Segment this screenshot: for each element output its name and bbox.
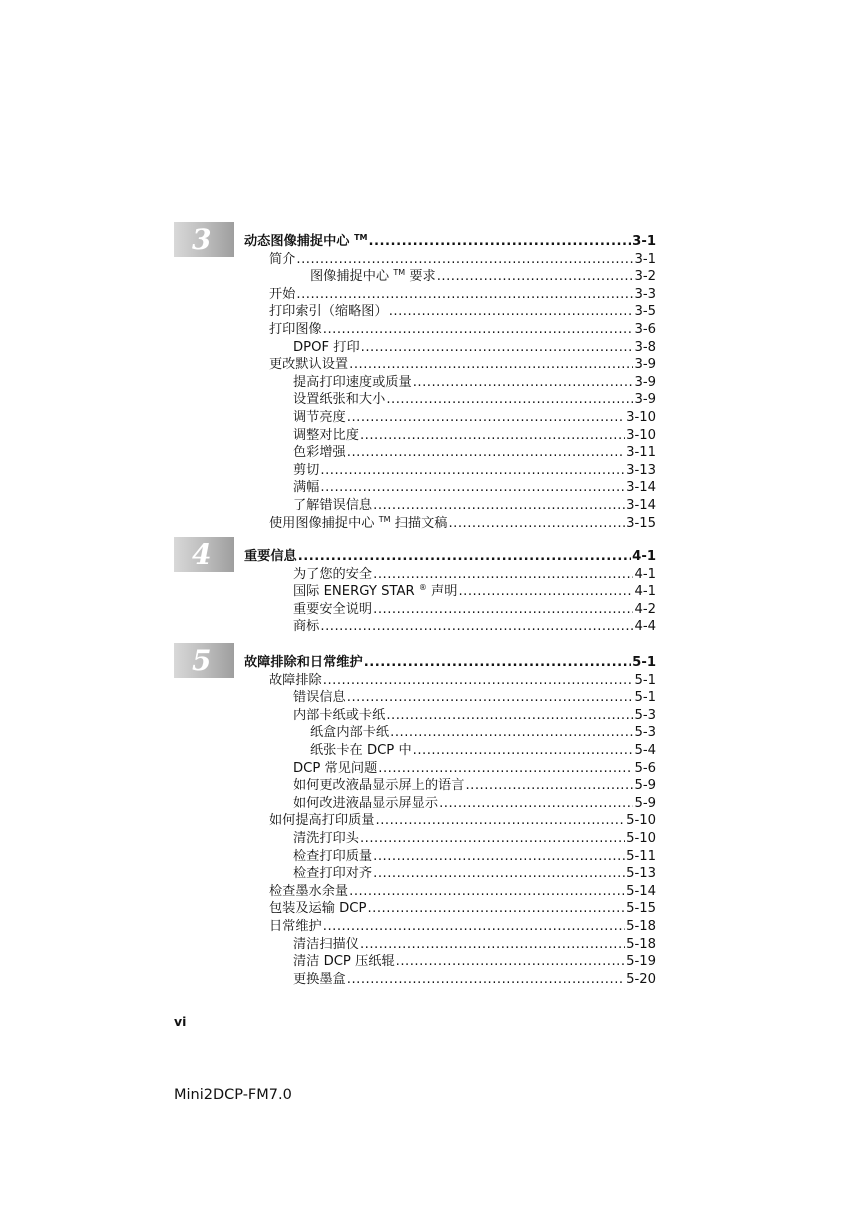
toc-page-number: 3-5 [634, 304, 656, 320]
dot-leader [360, 936, 625, 954]
dot-leader [413, 742, 634, 760]
toc-entry-title-text: 调整对比度 [293, 427, 359, 443]
dot-leader [320, 618, 633, 636]
toc-entry[interactable] [293, 953, 656, 971]
toc-page-number: 3-6 [634, 322, 656, 337]
toc-entry-title-text: 简介 [269, 251, 296, 267]
toc-entry-title-text: 使用图像捕捉中心 [269, 515, 375, 531]
toc-entry-title [293, 391, 385, 409]
toc-chapter-entry[interactable] [244, 233, 656, 251]
toc-entry-title [310, 268, 436, 286]
toc-entry-title-text: 动态图像捕捉中心 [244, 234, 350, 249]
chapter-number: 4 [192, 538, 212, 571]
toc-entry[interactable] [293, 795, 656, 813]
chapter-number-tab [174, 537, 234, 572]
toc-entry[interactable] [269, 918, 656, 936]
toc-entry[interactable] [293, 707, 656, 725]
toc-entry[interactable] [293, 409, 656, 427]
toc-page-number: 4-2 [634, 601, 656, 617]
dot-leader [347, 409, 625, 427]
toc-entry-title [293, 427, 359, 445]
dot-leader [320, 462, 625, 480]
toc-entry-title [293, 601, 372, 619]
dot-leader [298, 548, 631, 566]
toc-entry-title-text: 包装及运输 DCP [269, 901, 367, 917]
dot-leader [439, 795, 633, 813]
toc-page-number: 5-11 [626, 848, 656, 864]
dot-leader [347, 971, 625, 989]
toc-entry-title [244, 548, 297, 566]
dot-leader [458, 583, 633, 601]
dot-leader [323, 918, 625, 936]
dot-leader [437, 268, 634, 286]
toc-page-number: 5-19 [626, 954, 656, 970]
toc-entry-title-text: 清洁扫描仪 [293, 936, 359, 952]
toc-page-number: 3-8 [634, 339, 656, 355]
toc-entry-title [269, 918, 322, 936]
toc-page-number: 3-9 [634, 392, 656, 408]
toc-entry-title-text: DCP 常见问题 [293, 760, 378, 776]
toc-entry-title [269, 356, 348, 374]
toc-entry-title [293, 830, 359, 848]
toc-page-number: 3-15 [626, 515, 656, 531]
toc-entry-title [244, 233, 368, 251]
toc-entry[interactable] [293, 391, 656, 409]
toc-page-number: 4-1 [634, 566, 656, 582]
toc-entry-title-text: 打印图像 [269, 322, 322, 337]
dot-leader [323, 672, 634, 690]
dot-leader [347, 689, 634, 707]
dot-leader [323, 321, 634, 339]
toc-page-number: 5-6 [634, 760, 656, 776]
dot-leader [369, 233, 632, 251]
dot-leader [373, 848, 625, 866]
toc-entry-title-text: 如何更改液晶显示屏上的语言 [293, 778, 465, 794]
dot-leader [413, 374, 634, 392]
toc-entry-title-text: DPOF 打印 [293, 339, 360, 355]
dot-leader [349, 883, 625, 901]
dot-leader [360, 427, 625, 445]
dot-leader [367, 900, 625, 918]
toc-entry-superscript: ® [418, 583, 427, 593]
toc-page-number: 5-3 [634, 707, 656, 723]
dot-leader [465, 777, 633, 795]
toc-entry-title [269, 251, 295, 269]
dot-leader [296, 286, 633, 304]
toc-entry-title-text: 如何提高打印质量 [269, 813, 375, 829]
toc-entry-title-text: 调节亮度 [293, 410, 346, 425]
toc-page-number: 5-13 [626, 866, 656, 882]
toc-page-number: 3-14 [626, 480, 656, 496]
toc-entry[interactable] [293, 497, 656, 515]
toc-entry-title-text: 日常维护 [269, 919, 322, 934]
toc-entry-title-text: 错误信息 [293, 690, 346, 706]
toc-entry-title-suffix: 声明 [426, 584, 458, 600]
toc-entry[interactable] [269, 515, 656, 533]
toc-entry-title-text: 内部卡纸或卡纸 [293, 707, 386, 723]
toc-entry[interactable] [269, 303, 656, 321]
dot-leader [320, 479, 625, 497]
toc-entry-title-text: 商标 [293, 619, 320, 635]
toc-entry-title [269, 321, 322, 339]
toc-entry[interactable] [293, 848, 656, 866]
toc-entry-title-text: 打印索引（缩略图） [269, 304, 388, 320]
toc-entry-title [269, 672, 322, 690]
toc-entry[interactable] [293, 830, 656, 848]
toc-entry-title [293, 566, 372, 584]
toc-entry[interactable] [293, 936, 656, 954]
toc-entry-title [293, 971, 346, 989]
toc-entry[interactable] [293, 971, 656, 989]
toc-entry-title-text: 纸盒内部卡纸 [310, 725, 390, 741]
toc-entry[interactable] [310, 742, 656, 760]
chapter-number: 3 [192, 223, 212, 256]
toc-entry-title-text: 故障排除 [269, 672, 322, 688]
dot-leader [396, 953, 625, 971]
toc-page-number: 5-10 [626, 813, 656, 829]
toc-entry-title-text: 国际 ENERGY STAR [293, 584, 415, 600]
dot-leader [373, 566, 633, 584]
toc-entry-title-text: 更改默认设置 [269, 357, 349, 373]
toc-entry[interactable] [293, 462, 656, 480]
toc-entry[interactable] [269, 356, 656, 374]
toc-entry[interactable] [293, 566, 656, 584]
toc-entry[interactable] [293, 479, 656, 497]
toc-entry[interactable] [269, 251, 656, 269]
toc-entry-title-text: 满幅 [293, 480, 320, 496]
toc-entry[interactable] [293, 374, 656, 392]
toc-entry-title [293, 583, 457, 601]
toc-page-number: 5-18 [626, 936, 656, 952]
toc-page-number: 5-18 [626, 919, 656, 934]
toc-entry-title [293, 953, 395, 971]
toc-entry-title-text: 色彩增强 [293, 445, 346, 461]
toc-entry-title-text: 为了您的安全 [293, 566, 373, 582]
toc-entry-title [293, 497, 372, 515]
toc-entry-title [293, 374, 412, 392]
toc-entry-title [244, 654, 363, 672]
toc-entry-title-text: 检查墨水余量 [269, 883, 349, 899]
dot-leader [386, 391, 633, 409]
toc-entry[interactable] [293, 777, 656, 795]
toc-entry-title [293, 689, 346, 707]
dot-leader [373, 865, 625, 883]
dot-leader [360, 830, 625, 848]
dot-leader [390, 724, 633, 742]
toc-entry-title-text: 了解错误信息 [293, 498, 373, 513]
toc-entry-title [293, 462, 319, 480]
toc-entry-title [293, 707, 385, 725]
toc-page-number: 3-9 [634, 374, 656, 390]
chapter-number-tab [174, 643, 234, 678]
toc-page-number: 3-10 [626, 427, 656, 443]
toc-page-number: 5-1 [632, 655, 656, 670]
toc-entry-title-text: 如何改进液晶显示屏显示 [293, 795, 439, 811]
toc-entry-title-text: 开始 [269, 286, 296, 302]
toc-page-number: 3-3 [634, 286, 656, 302]
chapter-number-tab [174, 222, 234, 257]
dot-leader [296, 251, 633, 269]
toc-entry-title-text: 设置纸张和大小 [293, 392, 386, 408]
dot-leader [361, 339, 634, 357]
toc-page-number: 3-1 [634, 251, 656, 267]
toc-entry-title [310, 724, 389, 742]
toc-page-number: 4-1 [634, 584, 656, 600]
toc-entry-title-text: 纸张卡在 DCP 中 [310, 743, 412, 758]
toc-entry-title [293, 339, 360, 357]
toc-entry[interactable] [269, 900, 656, 918]
toc-entry-title [269, 900, 366, 918]
toc-entry-superscript: TM [378, 514, 391, 524]
toc-entry-title-text: 剪切 [293, 462, 320, 478]
toc-entry-title-text: 重要安全说明 [293, 601, 373, 617]
toc-entry-title [293, 409, 346, 427]
toc-entry-superscript: TM [354, 233, 368, 242]
toc-chapter-entry[interactable] [244, 548, 656, 566]
toc-entry-title [293, 760, 377, 778]
toc-page-number: 3-10 [626, 410, 656, 425]
dot-leader [373, 601, 633, 619]
toc-page-number: 3-13 [626, 462, 656, 478]
toc-entry-title [269, 286, 295, 304]
dot-leader [349, 356, 633, 374]
toc-entry-title-text: 提高打印速度或质量 [293, 374, 412, 390]
toc-entry[interactable] [293, 444, 656, 462]
toc-page-number: 5-4 [634, 743, 656, 758]
toc-entry-title [293, 618, 319, 636]
toc-entry-title-text: 更换墨盒 [293, 971, 346, 987]
toc-entry-title-suffix: 扫描文稿 [390, 515, 448, 531]
toc-entry[interactable] [269, 672, 656, 690]
toc-entry-title [269, 883, 348, 901]
dot-leader [448, 515, 625, 533]
toc-entry-title [293, 848, 372, 866]
toc-entry-title [293, 479, 319, 497]
dot-leader [347, 444, 625, 462]
toc-entry-title-text: 重要信息 [244, 549, 297, 564]
toc-page-number: 5-9 [634, 778, 656, 794]
toc-entry-superscript: TM [393, 268, 406, 278]
toc-entry[interactable] [293, 427, 656, 445]
toc-entry-title [293, 777, 464, 795]
toc-entry[interactable] [269, 883, 656, 901]
toc-entry-title [293, 936, 359, 954]
toc-page-number: 3-11 [626, 445, 656, 461]
toc-page-number: 3-14 [626, 498, 656, 513]
toc-page-number: 5-1 [634, 690, 656, 706]
toc-entry[interactable] [293, 339, 656, 357]
toc-page-number: 3-9 [634, 357, 656, 373]
dot-leader [364, 654, 631, 672]
toc-entry-title-text: 检查打印对齐 [293, 866, 373, 882]
toc-entry-title-text: 清洁 DCP 压纸辊 [293, 954, 395, 970]
toc-entry[interactable] [310, 724, 656, 742]
model-code: Mini2DCP-FM7.0 [174, 1087, 292, 1103]
toc-page-number: 5-20 [626, 971, 656, 987]
toc-page-number: 5-1 [634, 672, 656, 688]
toc-entry[interactable] [293, 689, 656, 707]
toc-entry[interactable] [293, 760, 656, 778]
toc-entry-title-text: 清洗打印头 [293, 831, 359, 846]
toc-page-number: 5-9 [634, 795, 656, 811]
toc-page-number: 3-1 [632, 234, 656, 249]
toc-entry[interactable] [269, 321, 656, 339]
toc-page-number: 5-14 [626, 883, 656, 899]
dot-leader [373, 497, 625, 515]
toc-entry-title [293, 444, 346, 462]
dot-leader [389, 303, 634, 321]
toc-page-number: 5-3 [634, 725, 656, 741]
toc-entry-title [269, 812, 375, 830]
toc-entry[interactable] [293, 865, 656, 883]
dot-leader [378, 760, 633, 778]
toc-entry[interactable] [310, 268, 656, 286]
toc-entry-title [293, 795, 438, 813]
dot-leader [376, 812, 626, 830]
toc-entry[interactable] [293, 583, 656, 601]
toc-entry-title [269, 515, 447, 533]
toc-entry-title-text: 故障排除和日常维护 [244, 655, 363, 670]
toc-page-number: 5-15 [626, 901, 656, 917]
toc-page-number: 3-2 [634, 269, 656, 285]
toc-entry-title [293, 865, 372, 883]
toc-chapter-entry[interactable] [244, 654, 656, 672]
chapter-number: 5 [192, 644, 212, 677]
toc-entry-title [310, 742, 412, 760]
toc-entry-title-text: 图像捕捉中心 [310, 269, 390, 285]
toc-page-number: 5-10 [626, 831, 656, 846]
toc-entry[interactable] [293, 618, 656, 636]
toc-page-number: 4-1 [632, 549, 656, 564]
toc-entry[interactable] [269, 812, 656, 830]
toc-entry-title-text: 检查打印质量 [293, 848, 373, 864]
toc-entry-title-suffix: 要求 [405, 269, 436, 285]
toc-page-number: 4-4 [634, 619, 656, 635]
toc-entry-title [269, 303, 388, 321]
toc-entry[interactable] [293, 601, 656, 619]
dot-leader [386, 707, 633, 725]
toc-entry[interactable] [269, 286, 656, 304]
page-number: vi [174, 1014, 187, 1029]
